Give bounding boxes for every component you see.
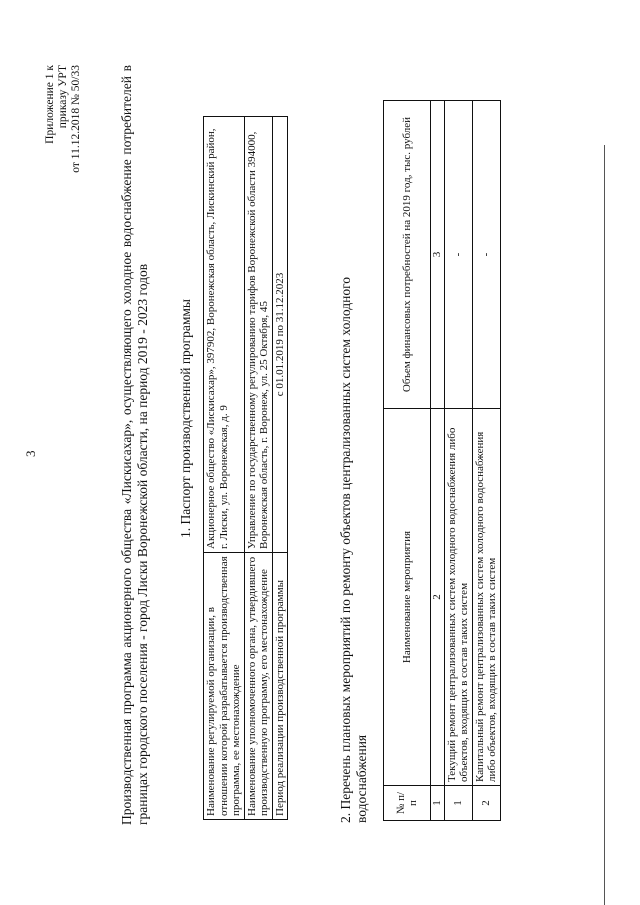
annex-line-2: от 11.12.2018 № 50/33 — [70, 65, 82, 173]
column-index: 1 — [431, 786, 445, 821]
table-row — [272, 117, 288, 820]
passport-value: Акционерное общество «Лискисахар», 397902, Воронежская область, Лискинский район, г. Лиски, ул. Воронежская, д. 9 — [204, 117, 245, 553]
document-title: Производственная программа акционерного общества «Лискисахар», осуществляющего холодное водоснабжение потребителей в границах городского поселения - город Лиски Воронежской области, на период 2019 - 2023 годов — [119, 65, 150, 825]
passport-value: Управление по государственному регулированию тарифов Воронежской области 394000, Воронежская область, г. Воронеж, ул. 25 Октября, 45 — [244, 117, 272, 553]
column-header-number: № п/п — [384, 786, 431, 821]
table-row — [472, 101, 500, 821]
table-header-row — [384, 101, 431, 821]
table-row — [444, 101, 472, 821]
column-header-activity: Наименование мероприятия — [384, 409, 431, 786]
passport-label: Наименование уполномоченного органа, утвердившего производственную программу, его местонахождение — [244, 553, 272, 820]
section-2-heading: 2. Перечень плановых мероприятий по ремонту объектов централизованных систем холодного водоснабжения — [338, 276, 369, 823]
passport-value: с 01.01.2019 по 31.12.2023 — [272, 117, 288, 553]
activity-budget: - — [472, 101, 500, 409]
activities-table — [383, 100, 501, 821]
column-index-row — [431, 101, 445, 821]
column-index: 3 — [431, 101, 445, 409]
passport-label: Период реализации производственной программы — [272, 553, 288, 820]
row-number: 2 — [472, 786, 500, 821]
passport-label: Наименование регулируемой организации, в отношении которой разрабатывается производственная программа, ее местонахождение — [204, 553, 245, 820]
passport-table — [203, 116, 288, 820]
annex-note — [44, 65, 83, 185]
table-row — [204, 117, 245, 820]
row-number: 1 — [444, 786, 472, 821]
activity-name: Капитальный ремонт централизованных систем холодного водоснабжения либо объектов, входящих в состав таких систем — [472, 409, 500, 786]
activity-name: Текущий ремонт централизованных систем холодного водоснабжения либо объектов, входящих в состав таких систем — [444, 409, 472, 786]
page-number: 3 — [23, 450, 38, 457]
column-header-budget: Объем финансовых потребностей на 2019 год, тыс. рублей — [384, 101, 431, 409]
column-index: 2 — [431, 409, 445, 786]
page-bottom-rule — [604, 145, 605, 905]
annex-line-1: Приложение 1 к приказу УРТ — [44, 65, 69, 144]
section-1-heading: 1. Паспорт производственной программы — [178, 299, 193, 538]
table-row — [244, 117, 272, 820]
activity-budget: - — [444, 101, 472, 409]
